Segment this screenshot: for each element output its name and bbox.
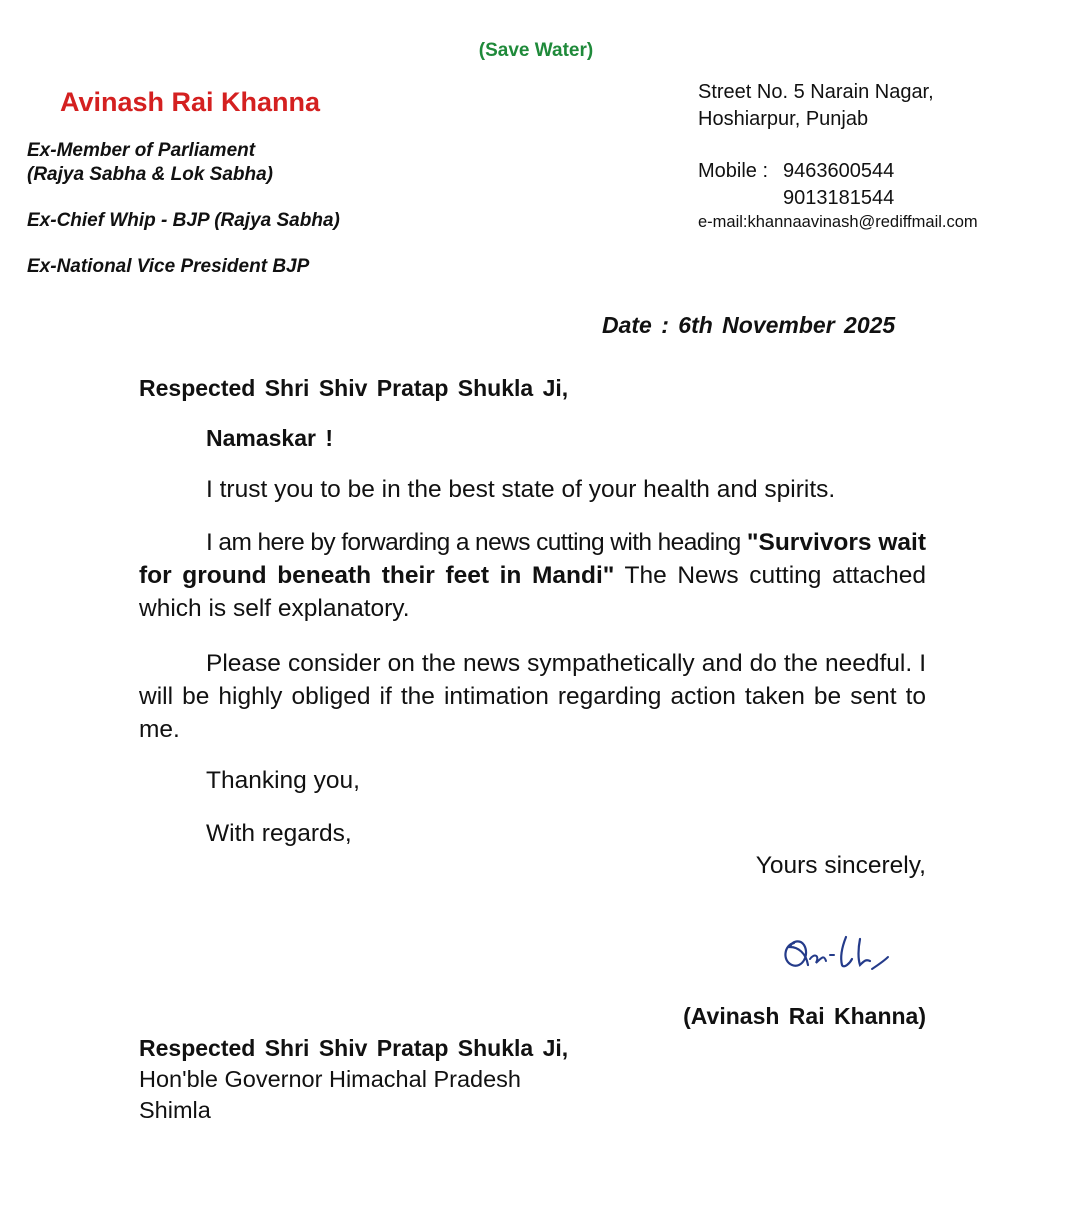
signature-image (780, 925, 900, 985)
news-heading: "Survivors wait for ground beneath their feet in Mandi" (139, 529, 926, 589)
sender-title-1: Ex-Member of Parliament (27, 140, 256, 161)
mobile-label: Mobile : (698, 160, 769, 182)
thanking-line: Thanking you, (206, 767, 360, 794)
sign-off: Yours sincerely, (755, 852, 926, 879)
regards-line: With regards, (206, 820, 352, 847)
body-paragraph-2 (139, 526, 926, 625)
sender-title-2: (Rajya Sabha & Lok Sabha) (27, 164, 274, 185)
para2-suffix: The News cutting attached which is self explanatory. (139, 562, 926, 622)
body-paragraph-3 (139, 647, 926, 746)
sender-name: Avinash Rai Khanna (60, 87, 321, 117)
salutation: Respected Shri Shiv Pratap Shukla Ji, (139, 375, 569, 401)
address-line-2: Hoshiarpur, Punjab (698, 108, 869, 130)
mobile-number-1: 9463600544 (783, 160, 895, 182)
para2-prefix: I am here by forwarding a news cutting with heading (206, 529, 747, 556)
mobile-number-2: 9013181544 (783, 187, 895, 209)
para3-text: Please consider on the news sympathetically and do the needful. I will be highly obliged if the intimation regarding action taken be sent to me. (139, 650, 926, 743)
slogan: (Save Water) (478, 40, 594, 61)
address-line-1: Street No. 5 Narain Nagar, (698, 81, 934, 103)
sender-title-4: Ex-National Vice President BJP (27, 256, 310, 277)
letter-date: Date : 6th November 2025 (602, 312, 896, 338)
signer-name: (Avinash Rai Khanna) (683, 1003, 926, 1029)
addressee-city: Shimla (139, 1097, 211, 1123)
addressee-designation: Hon'ble Governor Himachal Pradesh (139, 1066, 521, 1092)
email-address: e-mail:khannaavinash@rediffmail.com (698, 213, 978, 231)
greeting: Namaskar ! (206, 425, 334, 451)
body-paragraph-1: I trust you to be in the best state of your health and spirits. (206, 476, 836, 503)
sender-title-3: Ex-Chief Whip - BJP (Rajya Sabha) (27, 210, 340, 231)
addressee-name: Respected Shri Shiv Pratap Shukla Ji, (139, 1035, 569, 1061)
